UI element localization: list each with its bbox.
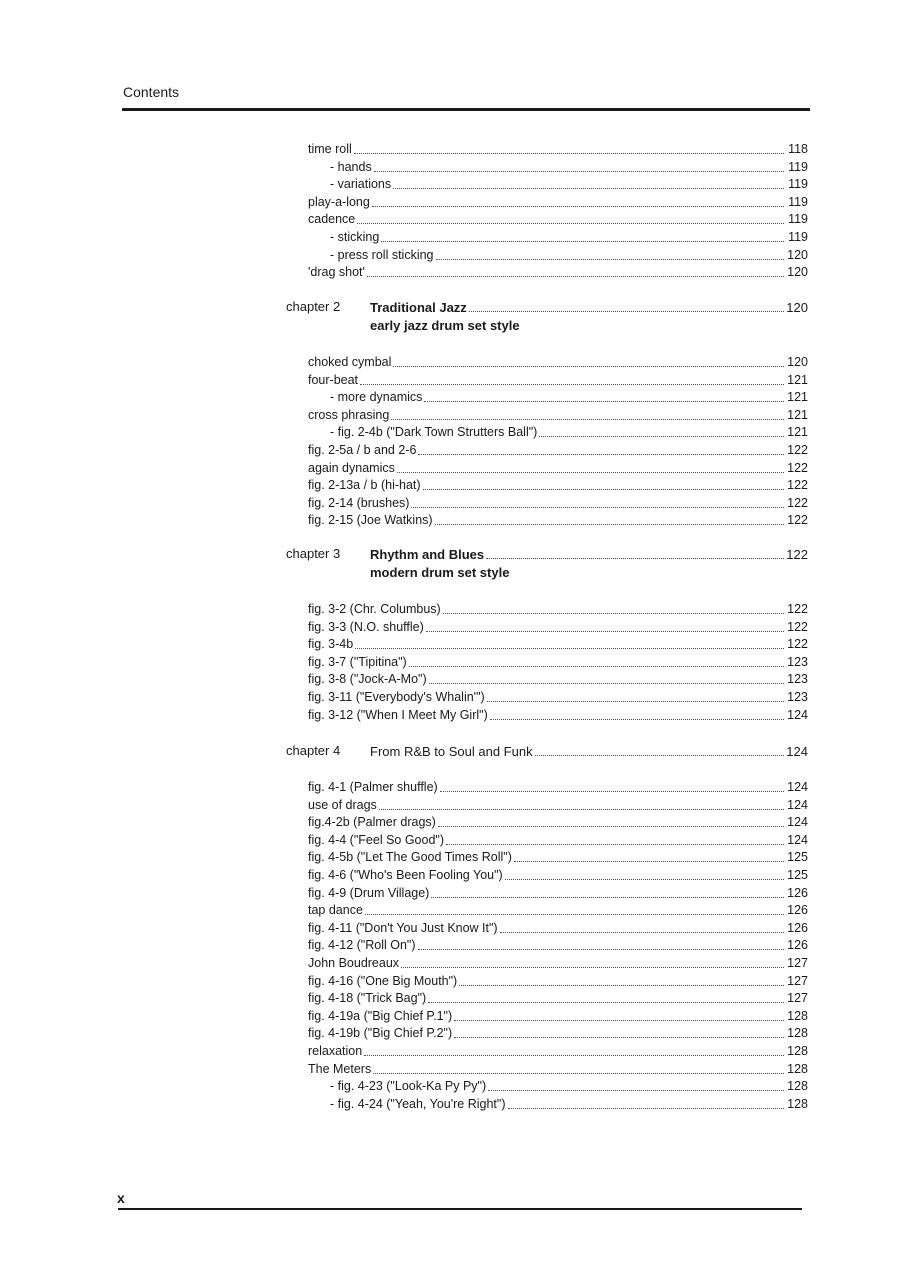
toc-entry-label: use of drags	[308, 797, 377, 812]
dot-leader	[411, 495, 784, 508]
toc-entry-page: 119	[788, 194, 808, 209]
toc-entry	[308, 973, 808, 990]
dot-leader	[393, 354, 784, 367]
toc-entry	[308, 937, 808, 954]
dot-leader	[423, 477, 784, 490]
toc-entry-page: 119	[788, 212, 808, 227]
dot-leader	[438, 814, 784, 827]
dot-leader	[508, 1096, 785, 1109]
toc-entry-label: - press roll sticking	[330, 247, 434, 262]
toc-entry-label: fig. 2-13a / b (hi-hat)	[308, 478, 421, 493]
chapter-subtitle: early jazz drum set style	[370, 318, 520, 333]
toc-entry	[308, 920, 808, 937]
toc-entry-label: four-beat	[308, 372, 359, 387]
toc-entry-label: fig. 4-19b ("Big Chief P.2")	[308, 1026, 453, 1041]
chapter-number: chapter 2	[286, 299, 341, 314]
toc-entry-label: fig. 4-18 ("Trick Bag")	[308, 991, 427, 1006]
toc-entry-page: 121	[787, 425, 808, 440]
toc-entry-page: 126	[787, 885, 808, 900]
dot-leader	[500, 920, 784, 933]
dot-leader	[505, 867, 784, 880]
toc-entry-label: fig. 4-16 ("One Big Mouth")	[308, 973, 458, 988]
dot-leader	[435, 512, 784, 525]
dot-leader	[426, 619, 784, 632]
toc-entry-page: 120	[787, 265, 808, 280]
toc-entry	[330, 229, 808, 246]
toc-entry-label: - more dynamics	[330, 390, 423, 405]
toc-entry-label: fig. 4-9 (Drum Village)	[308, 885, 430, 900]
toc-entry-page: 127	[787, 973, 808, 988]
toc-entry-page: 128	[787, 1044, 808, 1058]
toc-entry-page: 128	[787, 1008, 808, 1023]
toc-entry-label: fig. 3-8 ("Jock-A-Mo")	[308, 672, 427, 687]
toc-entry	[308, 689, 808, 706]
chapter-page: 120	[786, 300, 808, 315]
toc-entry	[308, 797, 808, 814]
toc-entry-page: 127	[787, 956, 808, 970]
toc-entry-page: 118	[788, 142, 808, 156]
toc-entry-label: - fig. 4-23 ("Look-Ka Py Py")	[330, 1079, 487, 1094]
chapter-page: 124	[786, 744, 808, 759]
toc-entry-page: 123	[787, 672, 808, 687]
toc-entry	[308, 849, 808, 866]
toc-entry-label: fig. 4-19a ("Big Chief P.1")	[308, 1008, 453, 1023]
chapter-title: From R&B to Soul and Funk	[370, 744, 533, 759]
toc-entry-label: relaxation	[308, 1044, 363, 1058]
chapter-number: chapter 4	[286, 743, 341, 758]
toc-entry	[308, 354, 808, 371]
toc-entry-label: fig. 4-5b ("Let The Good Times Roll")	[308, 850, 512, 865]
toc-entry-label: fig. 4-11 ("Don't You Just Know It")	[308, 920, 498, 935]
chapter-title: Traditional Jazz	[370, 300, 467, 315]
dot-leader	[436, 247, 785, 260]
toc-entry	[308, 477, 808, 494]
toc-entry	[308, 211, 808, 228]
toc-entry-label: fig. 4-12 ("Roll On")	[308, 938, 416, 953]
toc-entry-label: 'drag shot'	[308, 265, 365, 280]
toc-entry	[308, 619, 808, 636]
dot-leader	[355, 636, 784, 649]
toc-entry	[308, 654, 808, 671]
dot-leader	[373, 1061, 784, 1074]
toc-entry	[308, 1061, 808, 1078]
chapter-heading	[370, 743, 808, 760]
toc-entry	[308, 779, 808, 796]
toc-entry-label: again dynamics	[308, 460, 395, 475]
toc-entry-label: play-a-long	[308, 194, 370, 209]
toc-entry-page: 124	[787, 707, 808, 722]
dot-leader	[379, 797, 784, 810]
toc-entry-label: The Meters	[308, 1061, 372, 1076]
toc-entry	[308, 867, 808, 884]
page-number-mark: x	[117, 1190, 125, 1206]
toc-entry	[308, 990, 808, 1007]
toc-entry	[308, 194, 808, 211]
dot-leader	[381, 229, 784, 242]
chapter-title: Rhythm and Blues	[370, 547, 485, 562]
toc-entry-label: fig. 4-1 (Palmer shuffle)	[308, 780, 438, 794]
toc-entry	[308, 636, 808, 653]
dot-leader	[539, 424, 784, 437]
chapter-heading	[370, 546, 808, 563]
toc-entry	[308, 955, 808, 972]
toc-entry-page: 124	[787, 832, 808, 847]
toc-entry-label: time roll	[308, 142, 352, 156]
toc-entry-page: 127	[787, 991, 808, 1006]
toc-entry-label: - hands	[330, 159, 372, 174]
toc-entry	[308, 264, 808, 281]
dot-leader	[514, 849, 784, 862]
toc-entry-label: - fig. 2-4b ("Dark Town Strutters Ball")	[330, 425, 538, 440]
toc-entry	[330, 424, 808, 441]
toc-entry-page: 128	[787, 1079, 808, 1094]
toc-entry-page: 122	[787, 637, 808, 652]
toc-entry-page: 122	[787, 495, 808, 510]
toc-entry-label: - sticking	[330, 230, 380, 244]
toc-entry-label: fig. 3-12 ("When I Meet My Girl")	[308, 707, 488, 722]
dot-leader	[418, 937, 784, 950]
toc-entry-page: 121	[787, 372, 808, 387]
toc-entry-label: fig. 4-6 ("Who's Been Fooling You")	[308, 868, 503, 882]
toc-entry-label: - variations	[330, 177, 392, 192]
toc-entry-page: 122	[787, 443, 808, 457]
toc-entry	[330, 159, 808, 176]
dot-leader	[488, 1078, 784, 1091]
toc-entry-page: 121	[787, 407, 808, 422]
dot-leader	[418, 442, 784, 455]
toc-entry-page: 122	[787, 478, 808, 493]
toc-entry	[308, 442, 808, 459]
toc-entry-page: 126	[787, 903, 808, 918]
toc-entry-label: fig. 3-7 ("Tipitina")	[308, 654, 407, 669]
dot-leader	[440, 779, 784, 792]
chapter-heading	[370, 299, 808, 316]
toc-entry-label: fig. 2-14 (brushes)	[308, 495, 410, 510]
dot-leader	[431, 885, 784, 898]
toc-entry-label: - fig. 4-24 ("Yeah, You're Right")	[330, 1096, 506, 1111]
dot-leader	[372, 194, 784, 207]
dot-leader	[374, 159, 784, 172]
dot-leader	[487, 689, 784, 702]
toc-entry	[308, 814, 808, 831]
dot-leader	[397, 460, 784, 473]
dot-leader	[459, 973, 784, 986]
dot-leader	[393, 176, 784, 189]
toc-entry-label: cadence	[308, 212, 356, 227]
toc-entry-label: fig. 2-15 (Joe Watkins)	[308, 513, 433, 528]
toc-entry-label: fig. 3-3 (N.O. shuffle)	[308, 619, 424, 634]
toc-entry	[308, 495, 808, 512]
dot-leader	[357, 211, 784, 224]
toc-entry	[308, 460, 808, 477]
toc-entry-page: 119	[788, 177, 808, 192]
toc-entry	[308, 1043, 808, 1060]
toc-entry-page: 128	[787, 1026, 808, 1041]
toc-entry-label: fig. 2-5a / b and 2-6	[308, 443, 417, 457]
dot-leader	[360, 372, 784, 385]
toc-entry-page: 121	[787, 390, 808, 405]
toc-entry-page: 122	[787, 619, 808, 634]
dot-leader	[365, 902, 784, 915]
toc-entry	[308, 707, 808, 724]
page-header-title: Contents	[123, 84, 180, 100]
footer-rule	[118, 1208, 802, 1210]
toc-entry	[330, 1078, 808, 1095]
toc-entry-label: fig. 3-4b	[308, 637, 354, 652]
dot-leader	[409, 654, 784, 667]
toc-entry-page: 128	[787, 1096, 808, 1111]
toc-entry-page: 120	[787, 355, 808, 369]
chapter-number: chapter 3	[286, 546, 341, 561]
toc-entry	[308, 1008, 808, 1025]
chapter-page: 122	[786, 547, 808, 562]
toc-entry	[308, 512, 808, 529]
dot-leader	[401, 955, 784, 968]
toc-entry-page: 119	[788, 159, 808, 174]
dot-leader	[454, 1008, 784, 1021]
toc-entry	[330, 247, 808, 264]
dot-leader	[535, 743, 784, 756]
dot-leader	[367, 264, 784, 277]
toc-entry	[330, 1096, 808, 1113]
toc-entry-page: 122	[787, 460, 808, 475]
toc-entry	[330, 176, 808, 193]
toc-entry	[330, 389, 808, 406]
toc-entry	[308, 372, 808, 389]
dot-leader	[429, 671, 784, 684]
toc-entry-label: fig. 4-4 ("Feel So Good")	[308, 832, 445, 847]
toc-entry	[308, 1025, 808, 1042]
toc-entry-page: 122	[787, 602, 808, 616]
toc-entry-page: 125	[787, 850, 808, 865]
toc-entry-page: 124	[787, 797, 808, 812]
toc-entry	[308, 407, 808, 424]
dot-leader	[469, 299, 784, 312]
toc-entry-label: choked cymbal	[308, 355, 392, 369]
toc-entry-label: cross phrasing	[308, 407, 390, 422]
toc-entry-page: 119	[788, 230, 808, 244]
toc-entry-page: 123	[787, 654, 808, 669]
dot-leader	[443, 601, 784, 614]
toc-entry-label: John Boudreaux	[308, 956, 400, 970]
toc-entry-label: fig.4-2b (Palmer drags)	[308, 815, 436, 830]
toc-entry-page: 124	[787, 780, 808, 794]
dot-leader	[364, 1043, 784, 1056]
toc-entry-page: 124	[787, 815, 808, 830]
toc-entry-page: 123	[787, 690, 808, 704]
dot-leader	[354, 141, 784, 154]
toc-entry-label: fig. 3-11 ("Everybody's Whalin'")	[308, 690, 485, 704]
dot-leader	[391, 407, 784, 420]
toc-entry	[308, 141, 808, 158]
toc-entry-page: 126	[787, 938, 808, 953]
toc-entry-page: 126	[787, 920, 808, 935]
toc-entry-page: 120	[787, 247, 808, 262]
dot-leader	[428, 990, 784, 1003]
toc-entry-label: fig. 3-2 (Chr. Columbus)	[308, 602, 441, 616]
toc-entry	[308, 832, 808, 849]
dot-leader	[486, 546, 784, 559]
toc-entry-label: tap dance	[308, 903, 363, 918]
toc-entry	[308, 885, 808, 902]
toc-entry-page: 125	[787, 868, 808, 882]
toc-entry	[308, 902, 808, 919]
chapter-subtitle: modern drum set style	[370, 565, 510, 580]
toc-entry-page: 128	[787, 1061, 808, 1076]
toc-entry-page: 122	[787, 513, 808, 528]
dot-leader	[490, 707, 784, 720]
toc-entry	[308, 671, 808, 688]
dot-leader	[446, 832, 784, 845]
dot-leader	[424, 389, 784, 402]
toc-entry	[308, 601, 808, 618]
dot-leader	[454, 1025, 784, 1038]
